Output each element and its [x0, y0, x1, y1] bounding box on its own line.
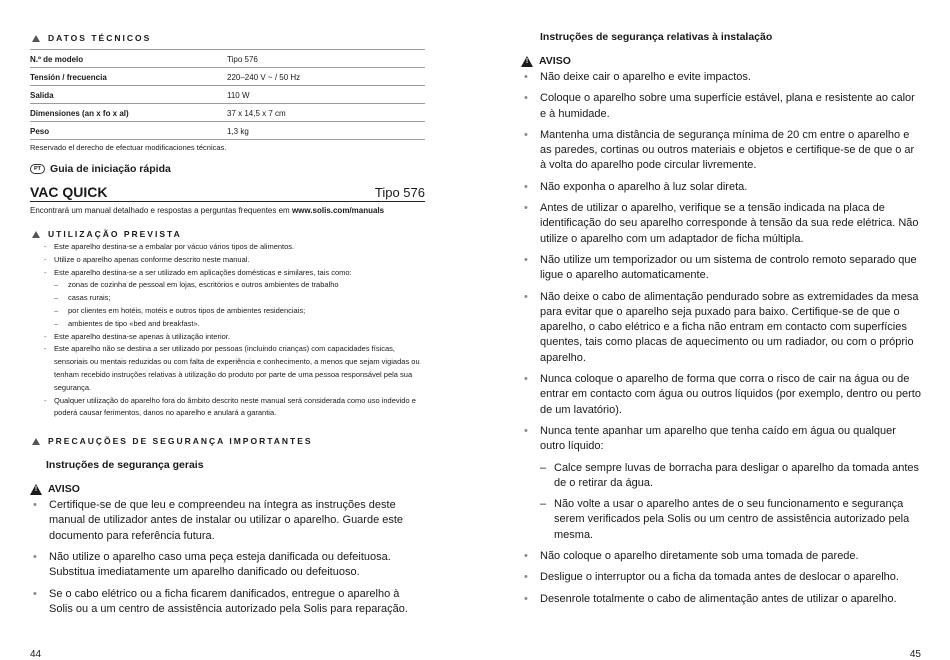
language-badge: PT — [30, 164, 45, 174]
list-item: • Se o cabo elétrico ou a ficha ficarem danificados, entregue o aparelho à Solis ou a um centro de assistência autorizado pela Solis para reparação. — [30, 587, 425, 618]
table-row — [30, 122, 425, 140]
list-item: • Não coloque o aparelho diretamente sob uma tomada de parede. — [521, 549, 921, 564]
installation-safety-list — [521, 70, 921, 607]
table-row — [30, 86, 425, 104]
right-page — [521, 0, 921, 660]
spec-value: 110 W — [227, 86, 425, 104]
model-name: VAC QUICK — [30, 184, 108, 200]
warning-icon — [521, 56, 533, 67]
datos-heading: DATOS TÉCNICOS — [48, 33, 152, 43]
list-subitem: – Não volte a usar o aparelho antes de o seu funcionamento e segurança serem verificados pela Solis ou um centro de assistência autorizado pela mesma. — [521, 497, 921, 543]
section-heading-uso — [30, 229, 425, 239]
manual-note — [30, 206, 425, 215]
list-item: • Não deixe cair o aparelho e evite impactos. — [521, 70, 921, 85]
installation-safety-title: Instruções de segurança relativas à instalação — [540, 31, 773, 43]
table-row — [30, 50, 425, 68]
spec-value: 220–240 V ~ / 50 Hz — [227, 68, 425, 86]
page-number: 44 — [30, 649, 42, 660]
section-heading-prec — [30, 436, 425, 446]
list-subitem: – Calce sempre luvas de borracha para desligar o aparelho da tomada antes de o retirar da água. — [521, 461, 921, 492]
list-item: • Não deixe o cabo de alimentação pendurado sobre as extremidades da mesa para evitar que o aparelho seja puxado para baixo. Certifique-se de que o aparelho, o cabo elétrico e a ficha não entram em contacto com superfícies quentes, tais como placas de aquecimento ou um radiador, ou com o próprio aparelho. — [521, 290, 921, 366]
triangle-icon — [32, 438, 40, 445]
uso-heading: UTILIZAÇÃO PREVISTA — [48, 229, 182, 239]
manual-link[interactable]: www.solis.com/manuals — [291, 206, 385, 215]
list-item: • Desligue o interruptor ou a ficha da tomada antes de deslocar o aparelho. — [521, 570, 921, 585]
tech-note: Reservado el derecho de efectuar modificaciones técnicas. — [30, 143, 227, 152]
list-subitem: – zonas de cozinha de pessoal em lojas, escritórios e outros ambientes de trabalho — [30, 279, 425, 292]
left-page — [30, 0, 425, 660]
list-item: • Não utilize um temporizador ou um sistema de controlo remoto separado que ligue o aparelho automaticamente. — [521, 253, 921, 284]
list-item: • Mantenha uma distância de segurança mínima de 20 cm entre o aparelho e as paredes, cortinas ou outros materiais e objetos e certifique-se de que o ar à volta do aparelho pode circular livremente. — [521, 128, 921, 174]
list-item: • Desenrole totalmente o cabo de alimentação antes de utilizar o aparelho. — [521, 592, 921, 607]
list-subitem: – por clientes em hotéis, motéis e outros tipos de ambientes residenciais; — [30, 305, 425, 318]
general-safety-list — [30, 498, 425, 617]
quick-guide-heading — [30, 163, 425, 175]
warning-heading — [30, 483, 425, 495]
manual-text: Encontrará um manual detalhado e respostas a perguntas frequentes em — [30, 206, 292, 215]
list-item: • Nunca coloque o aparelho de forma que corra o risco de cair na água ou de entrar em contacto com água ou outros líquidos (por exemplo, dentro ou perto de um lavatório). — [521, 372, 921, 418]
list-item: - Este aparelho destina-se a ser utilizado em aplicações domésticas e similares, tais como: — [30, 267, 425, 280]
spec-value: 37 x 14,5 x 7 cm — [227, 104, 425, 122]
list-item: • Coloque o aparelho sobre uma superfície estável, plana e resistente ao calor e à humidade. — [521, 91, 921, 122]
table-row — [30, 68, 425, 86]
general-safety-title: Instruções de segurança gerais — [46, 459, 204, 472]
model-type: Tipo 576 — [374, 185, 425, 200]
section-heading-datos — [30, 33, 425, 43]
prec-heading: PRECAUÇÕES DE SEGURANÇA IMPORTANTES — [48, 436, 313, 447]
spec-key: Salida — [30, 86, 227, 104]
spec-key: Peso — [30, 122, 227, 140]
triangle-icon — [32, 231, 40, 238]
list-subitem: – casas rurais; — [30, 292, 425, 305]
model-row — [30, 184, 425, 202]
list-item: - Este aparelho destina-se apenas à utilização interior. — [30, 331, 425, 344]
list-subitem: – ambientes de tipo «bed and breakfast». — [30, 318, 425, 331]
guide-title: Guia de iniciação rápida — [50, 163, 171, 175]
uso-list — [30, 241, 425, 420]
warning-heading — [521, 55, 921, 67]
spec-value: 1,3 kg — [227, 122, 425, 140]
list-item: • Nunca tente apanhar um aparelho que tenha caído em água ou qualquer outro líquido: — [521, 424, 921, 455]
page-number: 45 — [909, 649, 921, 660]
spec-value: Tipo 576 — [227, 50, 425, 68]
spec-table — [30, 49, 425, 140]
list-item: • Certifique-se de que leu e compreendeu na íntegra as instruções deste manual de utilizador antes de instalar ou utilizar o aparelho. Guarde este documento para referência futura. — [30, 498, 425, 544]
spec-key: Dimensiones (an x fo x al) — [30, 104, 227, 122]
table-row — [30, 104, 425, 122]
spec-key: N.º de modelo — [30, 50, 227, 68]
list-item: - Este aparelho destina-se a embalar por vácuo vários tipos de alimentos. — [30, 241, 425, 254]
spec-key: Tensión / frecuencia — [30, 68, 227, 86]
list-item: - Este aparelho não se destina a ser utilizado por pessoas (incluindo crianças) com capacidades físicas, sensoriais ou mentais reduzidas ou com falta de experiência e conhecimento, a menos que sejam vigiadas ou tenham recebido instruções relativas à utilização do produto por parte de uma pessoa responsável pela sua segurança. — [30, 343, 425, 394]
list-item: - Utilize o aparelho apenas conforme descrito neste manual. — [30, 254, 425, 267]
triangle-icon — [32, 35, 40, 42]
warning-label: AVISO — [48, 483, 80, 496]
list-item: • Antes de utilizar o aparelho, verifique se a tensão indicada na placa de identificação do seu aparelho corresponde à tensão da sua rede elétrica. Não utilize o aparelho com um adaptador de ficha múltipla. — [521, 201, 921, 247]
list-item: - Qualquer utilização do aparelho fora do âmbito descrito neste manual será considerada como uso indevido e poderá causar ferimentos, danos no aparelho e anulará a garantia. — [30, 395, 425, 421]
warning-label: AVISO — [539, 55, 571, 67]
list-item: • Não utilize o aparelho caso uma peça esteja danificada ou defeituosa. Substitua imediatamente um aparelho danificado ou defeituoso. — [30, 550, 425, 581]
list-item: • Não exponha o aparelho à luz solar direta. — [521, 180, 921, 195]
warning-icon — [30, 484, 42, 495]
